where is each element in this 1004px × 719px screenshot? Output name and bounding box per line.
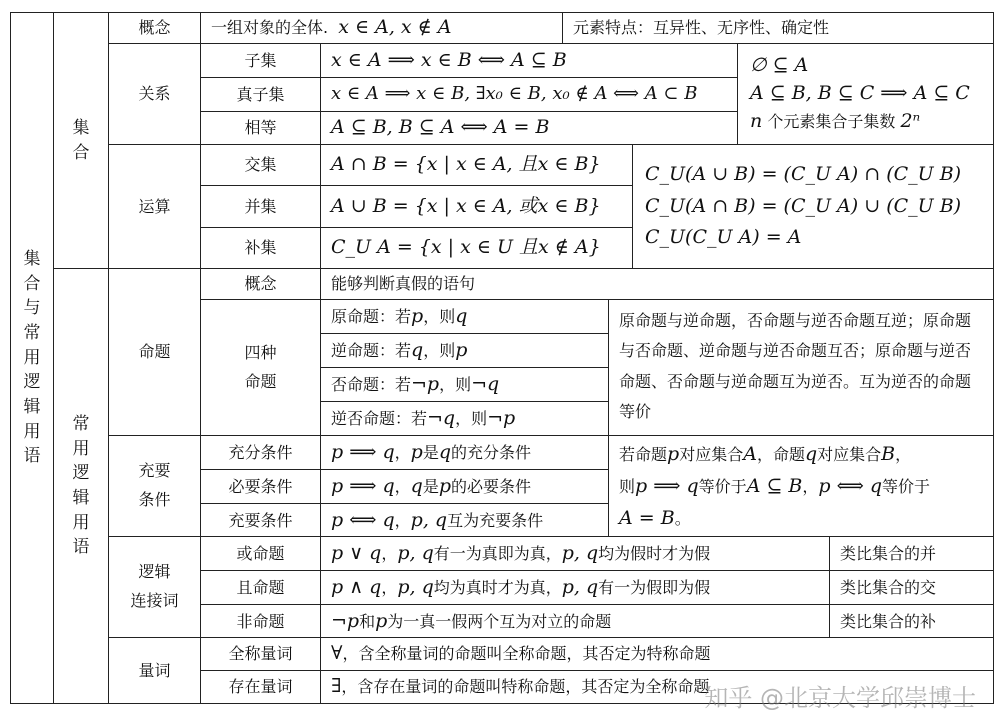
four-proposition-part: p — [455, 338, 468, 361]
four-proposition-part: ¬q — [427, 406, 456, 429]
four-label-line1: 四种 — [244, 342, 277, 362]
connectives-label-line2: 连接词 — [130, 591, 179, 610]
note-subset-count-pow: 2ⁿ — [900, 109, 921, 132]
operation-name-intersection: 交集 — [200, 144, 321, 186]
main-title-char-8: 语 — [23, 446, 41, 467]
conditions-note-line — [619, 502, 691, 534]
main-title-char-4: 用 — [23, 347, 41, 368]
main-title-char-3: 常 — [23, 323, 41, 344]
connective-analogy: 类比集合的补 — [829, 604, 994, 639]
sets-label-char-1: 合 — [72, 142, 90, 163]
condition-formula-part: ， — [394, 510, 411, 530]
four-proposition-row — [320, 401, 609, 436]
connectives-label — [108, 536, 201, 638]
condition-formula-part: ， — [394, 442, 411, 462]
operation-laws — [632, 144, 994, 269]
relations-label: 关系 — [108, 43, 201, 145]
conditions-note-part: 对应集合 — [817, 444, 882, 464]
relation-notes — [737, 43, 994, 145]
condition-name: 充要条件 — [200, 503, 321, 538]
operations-label: 运算 — [108, 144, 201, 269]
four-proposition-row — [320, 299, 609, 334]
quantifier-name: 全称量词 — [200, 637, 321, 671]
conditions-note-part: A ⊆ B — [746, 474, 803, 497]
connective-analogy: 类比集合的交 — [829, 570, 994, 605]
connective-formula-part: p — [375, 609, 388, 632]
note-transitivity: A ⊆ B, B ⊆ C ⟹ A ⊆ C — [750, 82, 970, 105]
four-label-line2: 命题 — [244, 371, 277, 391]
element-features: 元素特点：互异性、无序性、确定性 — [562, 12, 994, 44]
quantifier-symbol: ∀ — [331, 642, 343, 665]
main-title-char-5: 逻 — [23, 372, 41, 393]
connective-formula-part: 有一为假即为假 — [598, 577, 711, 597]
connective-formula-part: 和 — [359, 611, 376, 631]
conditions-note-line — [619, 470, 930, 502]
condition-formula-part: 的必要条件 — [451, 476, 532, 496]
connective-formula-part: ， — [381, 577, 398, 597]
relation-name-proper-subset: 真子集 — [200, 77, 321, 112]
proposition-label: 命题 — [108, 268, 201, 436]
four-proposition-part: p — [411, 304, 424, 327]
note-empty-subset: ∅ ⊆ A — [750, 54, 809, 77]
operation-formula-complement: C_U A = {x | x ∈ U 且x ∉ A} — [320, 227, 633, 269]
law-double-complement: C_U(C_U A) = A — [645, 226, 802, 249]
main-title-char-7: 用 — [23, 421, 41, 442]
connectives-label-line1: 逻辑 — [138, 562, 171, 582]
conditions-note-part: ， — [895, 444, 912, 464]
connective-formula-part: 为一真一假两个互为对立的命题 — [387, 611, 612, 631]
conditions-label — [108, 435, 201, 537]
concept-definition-text: 一组对象的全体. — [211, 18, 329, 37]
condition-name: 充分条件 — [200, 435, 321, 470]
concept-definition — [200, 12, 563, 44]
conditions-note-part: 。 — [674, 509, 691, 529]
conditions-note-part: ，命题 — [756, 444, 805, 464]
concept-definition-math: x ∈ A, x ∉ A — [338, 16, 452, 39]
condition-formula-part: 互为充要条件 — [447, 510, 544, 530]
condition-formula-part: p — [438, 474, 452, 497]
logic-label-char-5: 语 — [72, 537, 90, 558]
connective-formula-part: p, q — [397, 575, 434, 598]
connective-name: 且命题 — [200, 570, 321, 605]
four-propositions-label — [200, 299, 321, 436]
section-logic-label — [53, 268, 109, 704]
conditions-note-line — [619, 438, 911, 470]
connective-formula — [320, 570, 830, 605]
condition-formula-part: p ⟹ q — [331, 440, 395, 463]
conditions-note-part: A — [743, 442, 757, 465]
connective-analogy: 类比集合的并 — [829, 536, 994, 571]
connective-formula — [320, 604, 830, 639]
proposition-concept-text: 能够判断真假的语句 — [320, 268, 994, 300]
logic-label-char-3: 辑 — [72, 488, 90, 508]
conditions-note-part: p — [667, 442, 680, 465]
connective-formula-part: p ∨ q — [331, 541, 382, 564]
four-proposition-part: 逆命题：若 — [331, 340, 412, 360]
law-demorgan-union: C_U(A ∪ B) = (C_U A) ∩ (C_U B) — [645, 162, 962, 185]
four-proposition-row — [320, 333, 609, 368]
condition-formula — [320, 435, 609, 470]
connective-formula-part: p, q — [397, 541, 434, 564]
connective-formula-part: ¬p — [331, 609, 360, 632]
connective-formula-part: 有一为真即为真， — [433, 543, 562, 563]
operation-formula-union: A ∪ B = {x | x ∈ A, 或x ∈ B} — [320, 185, 633, 228]
quantifiers-label: 量词 — [108, 637, 201, 704]
main-title-char-6: 辑 — [23, 396, 41, 417]
conditions-label-line2: 条件 — [138, 490, 171, 509]
connective-name: 或命题 — [200, 536, 321, 571]
sets-label-char-0: 集 — [72, 117, 90, 138]
connective-formula-part: ， — [381, 543, 398, 563]
operation-name-union: 并集 — [200, 185, 321, 228]
operation-formula-intersection: A ∩ B = {x | x ∈ A, 且x ∈ B} — [320, 144, 633, 186]
conditions-note-part: A = B — [619, 507, 675, 530]
law-demorgan-intersection: C_U(A ∩ B) = (C_U A) ∪ (C_U B) — [645, 194, 962, 217]
four-proposition-part: q — [411, 338, 424, 361]
conditions-note-part: p ⟹ q — [635, 474, 699, 497]
main-title — [10, 12, 54, 704]
connective-formula-part: 均为假时才为假 — [598, 543, 711, 563]
note-subset-count — [750, 110, 920, 134]
note-subset-count-n: n — [750, 109, 763, 132]
conditions-note — [608, 435, 994, 537]
condition-name: 必要条件 — [200, 469, 321, 504]
connective-formula-part: p, q — [561, 541, 599, 564]
four-proposition-part: ¬p — [487, 406, 516, 429]
four-proposition-part: 逆否命题：若 — [331, 408, 428, 428]
four-proposition-part: ¬p — [411, 372, 440, 395]
note-subset-count-text: 个元素集合子集数 — [767, 111, 896, 131]
main-title-char-0: 集 — [23, 249, 41, 270]
condition-formula-part: p, q — [410, 508, 448, 531]
condition-formula-part: p ⟹ q — [331, 474, 395, 497]
operation-name-complement: 补集 — [200, 227, 321, 269]
quantifier-text — [320, 670, 994, 704]
quantifier-symbol: ∃ — [331, 675, 342, 698]
condition-formula-part: 的充分条件 — [451, 442, 532, 462]
connective-formula-part: 均为真时才为真， — [433, 577, 562, 597]
condition-formula-part: q — [438, 440, 452, 463]
condition-formula-part: p ⟺ q — [331, 508, 395, 531]
connective-formula-part: p, q — [561, 575, 599, 598]
main-title-char-2: 与 — [23, 298, 41, 319]
conditions-note-part: q — [804, 442, 818, 465]
proposition-concept-label: 概念 — [200, 268, 321, 300]
watermark: 知乎 @北京大学邱崇博士 — [704, 684, 976, 712]
conditions-note-part: 则 — [619, 476, 636, 496]
quantifier-name: 存在量词 — [200, 670, 321, 704]
conditions-note-part: p ⟺ q — [818, 474, 883, 497]
connective-formula-part: p ∧ q — [331, 575, 382, 598]
concept-label: 概念 — [108, 12, 201, 44]
relation-formula-proper-subset: x ∈ A ⟹ x ∈ B, ∃x₀ ∈ B, x₀ ∉ A ⟺ A ⊂ B — [320, 77, 738, 112]
logic-label-char-1: 用 — [72, 438, 90, 459]
logic-label-char-0: 常 — [72, 414, 90, 435]
condition-formula-part: ， — [394, 476, 411, 496]
condition-formula — [320, 503, 609, 538]
four-proposition-part: 原命题：若 — [331, 306, 412, 326]
conditions-note-part: B — [881, 442, 896, 465]
condition-formula-part: p — [410, 440, 423, 463]
four-proposition-part: ，则 — [423, 306, 456, 326]
relation-formula-equal: A ⊆ B, B ⊆ A ⟺ A = B — [320, 111, 738, 145]
conditions-note-part: 等价于 — [882, 476, 931, 496]
four-proposition-part: ，则 — [439, 374, 472, 394]
conditions-note-part: 若命题 — [619, 444, 668, 464]
logic-label-char-4: 用 — [72, 512, 90, 533]
connective-name: 非命题 — [200, 604, 321, 639]
condition-formula-part: 是 — [422, 476, 439, 496]
four-proposition-part: q — [455, 304, 468, 327]
four-proposition-part: ¬q — [471, 372, 500, 395]
main-title-char-1: 合 — [23, 273, 41, 294]
four-proposition-row — [320, 367, 609, 402]
condition-formula-part: q — [410, 474, 423, 497]
relation-name-subset: 子集 — [200, 43, 321, 78]
relation-name-equal: 相等 — [200, 111, 321, 145]
condition-formula — [320, 469, 609, 504]
logic-label-char-2: 逻 — [72, 463, 90, 484]
four-propositions-note: 原命题与逆命题，否命题与逆否命题互逆；原命题与否命题、逆命题与逆否命题互否；原命题与逆否命题、否命题与逆命题互为逆否。互为逆否的命题等价 — [608, 299, 994, 436]
four-proposition-part: ，则 — [455, 408, 488, 428]
quantifier-description: ，含存在量词的命题叫特称命题，其否定为全称命题 — [341, 677, 710, 696]
four-proposition-part: ，则 — [423, 340, 456, 360]
four-proposition-part: 否命题：若 — [331, 374, 412, 394]
conditions-note-part: 对应集合 — [679, 444, 744, 464]
section-sets-label — [53, 12, 109, 269]
conditions-label-line1: 充要 — [138, 461, 171, 481]
condition-formula-part: 是 — [422, 442, 439, 462]
connective-formula — [320, 536, 830, 571]
relation-formula-subset: x ∈ A ⟹ x ∈ B ⟺ A ⊆ B — [320, 43, 738, 78]
conditions-note-part: ， — [802, 476, 819, 496]
quantifier-text — [320, 637, 994, 671]
quantifier-description: ，含全称量词的命题叫全称命题，其否定为特称命题 — [342, 644, 711, 663]
conditions-note-part: 等价于 — [698, 476, 747, 496]
